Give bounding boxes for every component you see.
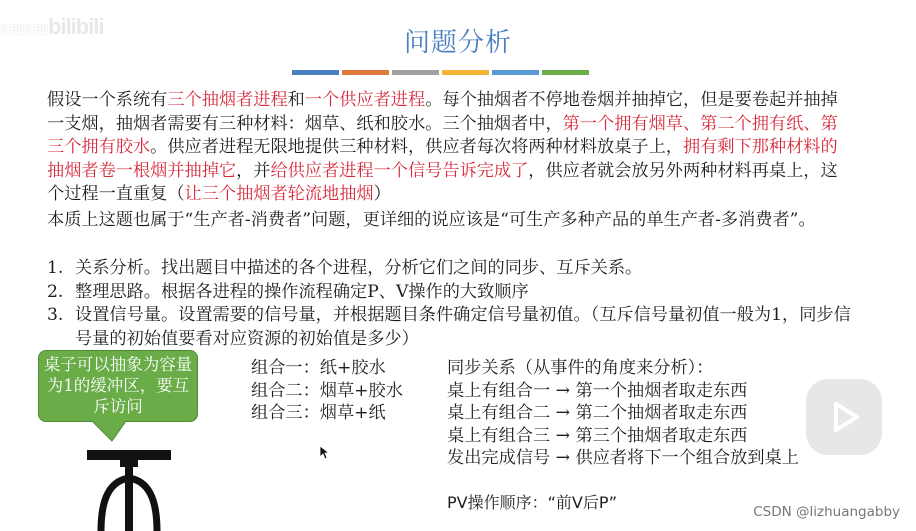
- color-bar-1: [292, 70, 339, 75]
- sync-event: 发出完成信号: [447, 448, 551, 468]
- combo-item: 组合二：烟草+胶水: [251, 380, 403, 401]
- slide-title: 问题分析: [403, 28, 512, 58]
- sync-row: [447, 447, 799, 470]
- combo-item: 组合三：烟草+纸: [251, 403, 386, 423]
- step-text: 整理思路。根据各进程的操作流程确定P、V操作的大致顺序: [75, 281, 529, 302]
- step-text: 关系分析。找出题目中描述的各个进程，分析它们之间的同步、互斥关系。: [75, 258, 643, 278]
- material-combinations: [251, 357, 403, 425]
- analysis-steps: [47, 257, 857, 351]
- essence-paragraph: 本质上这题也属于“生产者-消费者”问题，更详细的说应该是“可生产多种产品的单生产者-多消费者”。: [47, 210, 816, 230]
- title-color-bars: [292, 70, 589, 75]
- table-buffer-callout: 桌子可以抽象为容量为1的缓冲区，要互斥访问: [38, 350, 198, 422]
- sync-event: 桌上有组合一: [447, 380, 551, 401]
- sync-row: [447, 380, 799, 403]
- play-icon: [826, 399, 862, 435]
- csdn-watermark: CSDN @lizhuangabby: [753, 504, 900, 520]
- text-span: ，供应者就会放另外两种材料再桌上，这个过程一直重复（: [47, 160, 838, 204]
- sync-action: 第一个抽烟者取走东西: [575, 380, 748, 401]
- sync-row: [447, 425, 799, 448]
- sync-event: 桌上有组合三: [447, 425, 551, 446]
- highlight-take-turns: 让三个抽烟者轮流地抽烟: [184, 184, 374, 204]
- combo-item: 组合一：纸+胶水: [251, 358, 386, 378]
- arrow-icon: →: [555, 448, 571, 468]
- step-item: [47, 304, 857, 351]
- highlight-materials-owned: 第一个拥有烟草、第二个拥有纸、第三个拥有胶水: [47, 113, 838, 157]
- color-bar-3: [392, 70, 439, 75]
- color-bar-4: [442, 70, 489, 75]
- sync-event: 桌上有组合二: [447, 403, 551, 423]
- highlight-smoker-rolls: 拥有剩下那种材料的抽烟者卷一根烟并抽掉它: [47, 137, 838, 181]
- step-number: 1.: [47, 258, 64, 278]
- step-item: [47, 281, 857, 305]
- color-bar-2: [342, 70, 389, 75]
- text-span: 假设一个系统有: [47, 90, 168, 110]
- pv-order: PV操作顺序：“前V后P”: [447, 493, 618, 512]
- bilibili-watermark: 哈哩哈哩bilibili: [0, 14, 104, 39]
- problem-description: [47, 89, 847, 207]
- highlight-signal-supplier: 给供应者进程一个信号告诉完成了: [270, 160, 529, 181]
- arrow-icon: →: [555, 380, 571, 401]
- mouse-cursor-icon: [320, 446, 330, 460]
- step-number: 2.: [47, 281, 64, 302]
- highlight-three-smokers: 三个抽烟者进程: [167, 90, 288, 110]
- sync-header: 同步关系（从事件的角度来分析）：: [447, 358, 714, 378]
- table-stool-icon: [84, 448, 174, 531]
- text-span: ，并: [236, 160, 271, 181]
- text-span: ）: [373, 184, 391, 204]
- arrow-icon: →: [555, 403, 571, 423]
- sync-relations: [447, 357, 799, 470]
- sync-row: [447, 402, 799, 425]
- text-span: 和: [287, 90, 305, 110]
- color-bar-5: [492, 70, 539, 75]
- step-text: 设置信号量。设置需要的信号量，并根据题目条件确定信号量初值。（互斥信号量初值一般为1，同步信号量的初始值要看对应资源的初始值是多少）: [75, 305, 851, 349]
- sync-action: 供应者将下一个组合放到桌上: [575, 448, 799, 468]
- play-button[interactable]: [806, 379, 882, 455]
- color-bar-6: [542, 70, 589, 75]
- sync-action: 第三个抽烟者取走东西: [575, 425, 748, 446]
- text-span: 。每个抽烟者不停地卷烟并抽掉它，但是要卷起并抽掉一支烟，抽烟者需要有三种材料：烟草、纸和胶水。三个抽烟者中，: [47, 90, 838, 134]
- sync-action: 第二个抽烟者取走东西: [575, 403, 748, 423]
- callout-tail: [90, 421, 130, 443]
- arrow-icon: →: [555, 425, 571, 446]
- step-item: [47, 257, 857, 281]
- highlight-one-supplier: 一个供应者进程: [304, 90, 426, 110]
- text-span: 。供应者进程无限地提供三种材料，供应者每次将两种材料放桌子上，: [150, 137, 683, 157]
- step-number: 3.: [47, 305, 64, 325]
